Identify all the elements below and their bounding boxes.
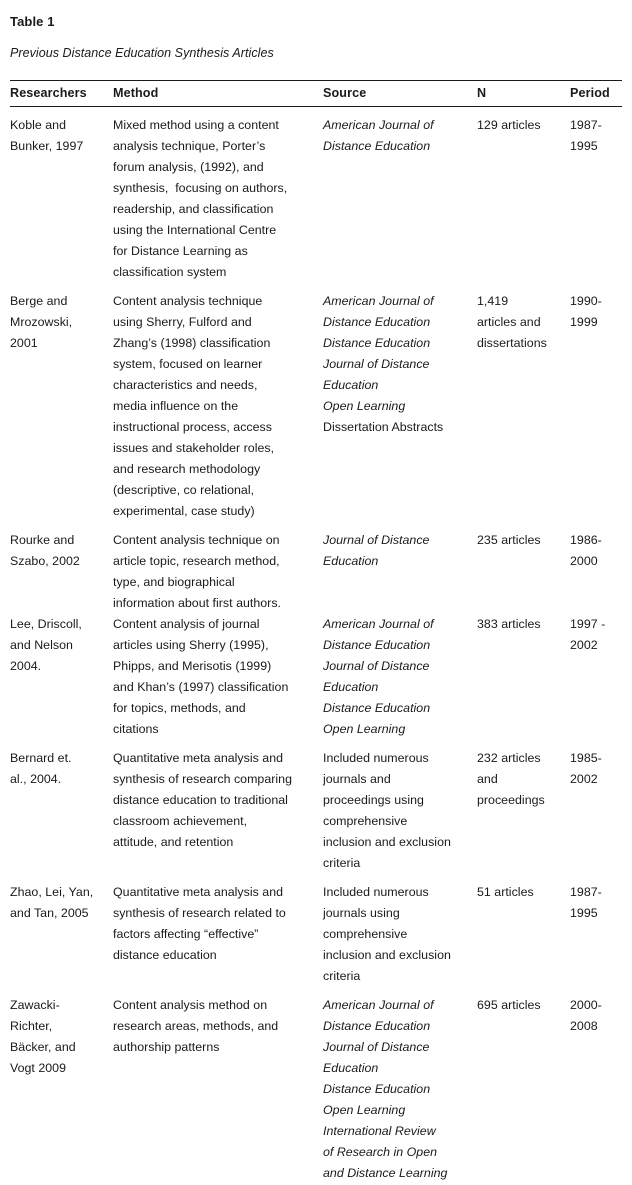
cell-method [113, 283, 323, 522]
cell-n-line: 232 articles [477, 751, 541, 765]
table-row [10, 874, 622, 987]
cell-n [477, 987, 570, 1184]
cell-n-line: 383 articles [477, 617, 541, 631]
cell-researchers-line: Zawacki- [10, 998, 60, 1012]
cell-n-line: 235 articles [477, 533, 541, 547]
cell-n-line: 129 articles [477, 118, 541, 132]
table-header [10, 81, 622, 107]
cell-researchers-line: Koble and [10, 118, 66, 132]
source-entry: Journal of Distance [323, 357, 430, 371]
cell-method-line: experimental, case study) [113, 504, 255, 518]
source-entry: American Journal of [323, 118, 434, 132]
source-entry: Distance Education [323, 336, 431, 350]
cell-researchers-line: Rourke and [10, 533, 75, 547]
cell-method-line: for Distance Learning as [113, 244, 248, 258]
cell-method-line: using the International Centre [113, 223, 277, 237]
cell-researchers-line: and Tan, 2005 [10, 906, 89, 920]
table-row [10, 740, 622, 874]
cell-period-line: 2000- [570, 998, 602, 1012]
table-row [10, 987, 622, 1184]
cell-n [477, 614, 570, 740]
cell-researchers-line: Bäcker, and [10, 1040, 76, 1054]
cell-method-line: research areas, methods, and [113, 1019, 279, 1033]
source-entry: criteria [323, 856, 361, 870]
table-container [0, 80, 632, 1184]
cell-period-line: 1986- [570, 533, 602, 547]
column-header-method: Method [113, 81, 323, 107]
cell-method-line: Quantitative meta analysis and [113, 751, 284, 765]
cell-n [477, 107, 570, 284]
cell-period [570, 283, 622, 522]
cell-method-line: Content analysis method on [113, 998, 268, 1012]
cell-source [323, 522, 477, 614]
source-entry: Journal of Distance [323, 1040, 430, 1054]
cell-n-line: 1,419 [477, 294, 509, 308]
source-entry: Open Learning [323, 399, 406, 413]
cell-researchers-line: Lee, Driscoll, [10, 617, 82, 631]
cell-source [323, 107, 477, 284]
cell-researchers [10, 522, 113, 614]
cell-period-line: 1997 - [570, 617, 606, 631]
cell-period [570, 740, 622, 874]
cell-method-line: using Sherry, Fulford and [113, 315, 252, 329]
cell-method [113, 522, 323, 614]
table-caption-block [0, 0, 632, 61]
source-entry: inclusion and exclusion [323, 835, 451, 849]
cell-researchers-line: Richter, [10, 1019, 53, 1033]
cell-method-line: synthesis of research comparing [113, 772, 292, 786]
cell-method-line: instructional process, access [113, 420, 272, 434]
cell-method [113, 987, 323, 1184]
cell-method-line: analysis technique, Porter’s [113, 139, 266, 153]
source-entry: Education [323, 554, 379, 568]
cell-method-line: forum analysis, (1992), and [113, 160, 264, 174]
cell-period-line: 2002 [570, 772, 598, 786]
cell-method [113, 614, 323, 740]
source-entry: Dissertation Abstracts [323, 420, 444, 434]
source-entry: comprehensive [323, 927, 408, 941]
cell-period-line: 1999 [570, 315, 598, 329]
cell-method-line: information about first authors. [113, 596, 281, 610]
cell-period-line: 1987- [570, 118, 602, 132]
source-entry: Open Learning [323, 1103, 406, 1117]
column-header-source: Source [323, 81, 477, 107]
table-title: Previous Distance Education Synthesis Articles [10, 46, 274, 60]
table-number-label: Table 1 [10, 14, 55, 29]
cell-source [323, 874, 477, 987]
source-entry: Open Learning [323, 722, 406, 736]
cell-researchers-line: Bunker, 1997 [10, 139, 84, 153]
cell-period [570, 107, 622, 284]
column-header-period: Period [570, 81, 622, 107]
cell-method-line: for topics, methods, and [113, 701, 246, 715]
table-row [10, 522, 622, 614]
source-entry: Included numerous [323, 885, 429, 899]
source-entry: Distance Education [323, 139, 431, 153]
source-entry: inclusion and exclusion [323, 948, 451, 962]
cell-researchers-line: Mrozowski, [10, 315, 73, 329]
column-header-n: N [477, 81, 570, 107]
cell-researchers-line: and Nelson [10, 638, 73, 652]
source-entry: journals and [323, 772, 391, 786]
cell-researchers [10, 107, 113, 284]
cell-method-line: Content analysis technique on [113, 533, 280, 547]
cell-researchers-line: al., 2004. [10, 772, 62, 786]
cell-n-line: 51 articles [477, 885, 534, 899]
cell-period-line: 2002 [570, 638, 598, 652]
source-entry: Journal of Distance [323, 533, 430, 547]
cell-researchers [10, 283, 113, 522]
cell-method [113, 107, 323, 284]
cell-method-line: media influence on the [113, 399, 239, 413]
source-entry: Distance Education [323, 638, 431, 652]
cell-researchers [10, 614, 113, 740]
cell-researchers-line: Vogt 2009 [10, 1061, 66, 1075]
table-row [10, 283, 622, 522]
cell-method-line: article topic, research method, [113, 554, 280, 568]
source-entry: American Journal of [323, 294, 434, 308]
cell-method-line: Content analysis technique [113, 294, 263, 308]
cell-researchers [10, 987, 113, 1184]
cell-n [477, 283, 570, 522]
cell-source [323, 740, 477, 874]
cell-method-line: readership, and classification [113, 202, 274, 216]
cell-n-line: articles and [477, 315, 541, 329]
cell-method-line: type, and biographical [113, 575, 235, 589]
cell-method-line: system, focused on learner [113, 357, 263, 371]
source-entry: proceedings using [323, 793, 424, 807]
cell-method-line: citations [113, 722, 159, 736]
source-entry: Journal of Distance [323, 659, 430, 673]
source-entry: Education [323, 1061, 379, 1075]
cell-period-line: 2000 [570, 554, 598, 568]
cell-method-line: Content analysis of journal [113, 617, 260, 631]
source-entry: comprehensive [323, 814, 408, 828]
source-entry: and Distance Learning [323, 1166, 448, 1180]
cell-method-line: distance education to traditional [113, 793, 288, 807]
source-entry: journals using [323, 906, 400, 920]
source-entry: American Journal of [323, 617, 434, 631]
table-header-row [10, 81, 622, 107]
cell-n [477, 740, 570, 874]
cell-source [323, 987, 477, 1184]
cell-method-line: synthesis of research related to [113, 906, 286, 920]
source-entry: Included numerous [323, 751, 429, 765]
cell-method-line: classroom achievement, [113, 814, 248, 828]
source-entry: International Review [323, 1124, 436, 1138]
cell-method-line: synthesis, focusing on authors, [113, 181, 288, 195]
cell-method [113, 874, 323, 987]
cell-method-line: Mixed method using a content [113, 118, 279, 132]
cell-method-line: Phipps, and Merisotis (1999) [113, 659, 272, 673]
table-body [10, 107, 622, 1185]
cell-period-line: 1995 [570, 139, 598, 153]
table-row [10, 614, 622, 740]
cell-n-line: proceedings [477, 793, 545, 807]
cell-period-line: 1985- [570, 751, 602, 765]
cell-method-line: articles using Sherry (1995), [113, 638, 269, 652]
cell-n-line: and [477, 772, 498, 786]
source-entry: Distance Education [323, 315, 431, 329]
column-header-researchers: Researchers [10, 81, 113, 107]
cell-period [570, 614, 622, 740]
cell-researchers-line: Berge and [10, 294, 68, 308]
cell-n-line: 695 articles [477, 998, 541, 1012]
source-entry: American Journal of [323, 998, 434, 1012]
cell-method-line: and research methodology [113, 462, 261, 476]
cell-researchers-line: Bernard et. [10, 751, 72, 765]
cell-period [570, 987, 622, 1184]
cell-period-line: 1995 [570, 906, 598, 920]
source-entry: of Research in Open [323, 1145, 438, 1159]
cell-period-line: 1987- [570, 885, 602, 899]
cell-researchers-line: 2004. [10, 659, 42, 673]
source-entry: criteria [323, 969, 361, 983]
cell-method-line: authorship patterns [113, 1040, 220, 1054]
source-entry: Education [323, 378, 379, 392]
cell-method-line: distance education [113, 948, 217, 962]
cell-method-line: issues and stakeholder roles, [113, 441, 275, 455]
table-row [10, 107, 622, 284]
cell-researchers-line: 2001 [10, 336, 38, 350]
cell-method-line: Zhang’s (1998) classification [113, 336, 271, 350]
cell-method-line: Quantitative meta analysis and [113, 885, 284, 899]
cell-researchers-line: Zhao, Lei, Yan, [10, 885, 94, 899]
source-entry: Education [323, 680, 379, 694]
cell-method-line: classification system [113, 265, 227, 279]
cell-n-line: dissertations [477, 336, 547, 350]
source-entry: Distance Education [323, 1082, 431, 1096]
cell-method-line: characteristics and needs, [113, 378, 258, 392]
cell-method-line: and Khan’s (1997) classification [113, 680, 289, 694]
cell-method-line: factors affecting “effective” [113, 927, 259, 941]
cell-researchers-line: Szabo, 2002 [10, 554, 80, 568]
cell-n [477, 874, 570, 987]
cell-period [570, 874, 622, 987]
cell-n [477, 522, 570, 614]
cell-period-line: 2008 [570, 1019, 598, 1033]
cell-method [113, 740, 323, 874]
cell-method-line: attitude, and retention [113, 835, 234, 849]
cell-source [323, 283, 477, 522]
cell-source [323, 614, 477, 740]
source-entry: Distance Education [323, 1019, 431, 1033]
cell-period [570, 522, 622, 614]
cell-researchers [10, 740, 113, 874]
cell-method-line: (descriptive, co relational, [113, 483, 255, 497]
cell-researchers [10, 874, 113, 987]
synthesis-articles-table [10, 80, 622, 1184]
cell-period-line: 1990- [570, 294, 602, 308]
source-entry: Distance Education [323, 701, 431, 715]
